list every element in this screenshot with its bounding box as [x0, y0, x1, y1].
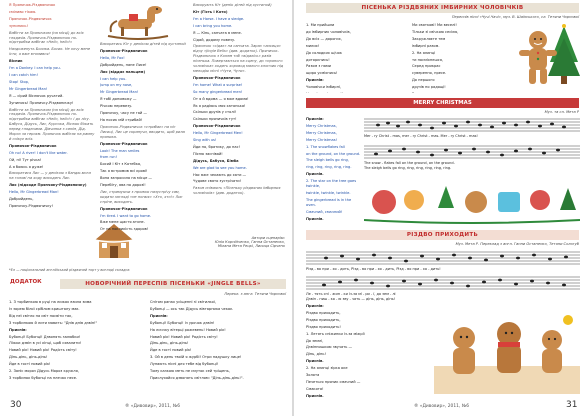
merry-christmas-banner: MERRY CHRISTMAS — [306, 98, 579, 108]
text-line: Oh no! A river! I don't like water. — [9, 150, 68, 155]
text-line: Я — Кінь, санчата в мене. — [193, 30, 242, 35]
gingerbread-song-credit: Переспів пісні «Чучі-Чачі», муз. В. Шаїнського, сл. Тетяни Чорнової — [451, 15, 579, 19]
lyric-line-rizdvo-3: Дзвін - ниш - ко - ю зву - чать — дінь, дінь, дінь! — [306, 297, 396, 301]
text-line: Merry Christmas! — [306, 137, 338, 142]
text-line: Ми святкові! Ми веселі! — [412, 23, 457, 27]
text-line: The sleigh bells go ring, — [306, 158, 349, 163]
text-line: Пряничку, часу не гай — — [100, 111, 147, 116]
rizdvo-banner: РІЗДВО ПРИХОДИТЬ — [306, 230, 579, 240]
speaker-label: Вісник — [9, 59, 23, 64]
text-line: Тому казкою меть не смуток сей тріщень, — [150, 369, 230, 374]
text-line: So many gingerbread men! — [193, 89, 243, 94]
text-line: I'm a Donkey. I can help you. — [9, 66, 61, 71]
text-line: Прислухайся дзвонять світлом: "Дінь-дінь-дінь!". — [150, 375, 244, 380]
lyric-line-rizdvo-1: Різд - во при - хо - дить, Різд - во при - хо - дить, Різд - во при - хо - дить! — [306, 267, 441, 271]
text-line: Пряничку-Різдвяничку! — [9, 204, 53, 208]
text-line: До першого — [412, 78, 435, 83]
gingerbread-children-illustration — [434, 308, 580, 394]
text-line — [306, 92, 410, 93]
text-line: От на покликість здоров! — [100, 227, 149, 232]
text-line: Скільки друзів у столі! — [193, 110, 237, 115]
text-line: 2. На ялинці — [412, 50, 436, 55]
appendix-heading: ДОДАТОК — [10, 279, 42, 285]
text-line: Як я радіюсь моя хатонька! — [193, 103, 246, 108]
speaker-label: Дідусь, Бабуся, Бімба — [193, 158, 239, 163]
text-line: А я боюсь я дуже! — [9, 164, 44, 169]
text-line: З торбинкою й лити мовить: "Днів днів дзвін!" — [9, 320, 98, 325]
text-line: Закружляєте тем — [412, 36, 446, 41]
lyric-line-merry-3: The sleigh bells go ring, ring, ring, ring, ring, ring. — [364, 166, 452, 170]
text-line: Лис, стримуючи з промою назустрічу сам, кидати загляді «не понює» «Хто, хто!» Лис стріне, виходить. — [100, 189, 183, 204]
text-line: Бубонці! Бубонці! Дзвонять залюбки! — [9, 334, 81, 339]
author-credit: Автори сценарію: Юлія Корнійченко, Ганна Остапенко, Мілана Мета Рецкі, Лисиця Сірчено — [214, 236, 285, 248]
text-line: Вихоратися Лис — у денікою з бандю-моги на голові на ходу виходить Лис. — [9, 171, 91, 181]
text-line: Різдво приходить, — [306, 317, 341, 322]
speaker-label: Приспів. — [306, 359, 324, 364]
text-line: twinkle, twinkle, twinkle. — [306, 190, 351, 195]
text-line: 1. Ми прийшли — [306, 23, 335, 27]
text-line: I'm tired. I want to go home. — [100, 213, 152, 218]
text-line: Ой, ні! Тут річка! — [9, 157, 42, 162]
text-line: Йде в гості новий рік! — [150, 348, 192, 353]
text-line: Чоловічки імбирні, — [306, 85, 342, 90]
footer-left: ® «Дивовир», 2011, №6 — [125, 404, 181, 409]
text-line: Дінь-дінь, дінь-дінь! — [150, 341, 189, 346]
text-line: Я — сірий Віслючок ручатий. — [9, 93, 64, 98]
jingle-bells-column-1 — [9, 300, 144, 396]
text-line: Босий і Кіт з Котебка, — [100, 162, 142, 167]
text-line: До землі, — [306, 338, 324, 343]
text-line: Добрийдень, пане Лисе! — [100, 62, 147, 67]
text-line: Скільки пряничків тут! — [193, 117, 237, 122]
text-line: 2. The star on the tree goes twinkle, — [306, 179, 357, 189]
footnote: *Ел — національний англійський різдвяний торт у вигляді складок — [9, 268, 130, 272]
speaker-label: Приспів: — [306, 117, 324, 121]
text-line: Смакота! — [306, 386, 324, 391]
text-line: З торбинок бубонці на плечах несе. — [9, 375, 78, 380]
text-line: 3. Ой в день твоїй я журбі! Отри надушку лице! — [150, 355, 242, 360]
text-line: Look! The man smiles — [100, 148, 140, 153]
text-line: Hello, Mr Fox! — [100, 55, 125, 60]
text-line: on the ground, on the ground. — [306, 151, 361, 156]
text-line: Пряничок-Різдвяничок «стрибає» на ніс Лисиці, Лис це скрипучи, вводить, щоб рила пряника. — [100, 124, 185, 139]
text-line: Пряничок-Різдвяничок — [9, 16, 52, 21]
text-line: Різдво приходить! — [306, 324, 341, 329]
text-line: На носик мій стрибай! — [100, 117, 143, 122]
gingerbread-man-illustration — [516, 22, 582, 92]
text-line: I'm home! What a surprise! — [193, 82, 243, 87]
text-line: доторкнись! — [306, 57, 330, 62]
speaker-label: Лис (віддає пальцем) — [100, 69, 146, 74]
text-line: Перебігу, ява по дорозі! — [100, 183, 146, 188]
text-line: щиро усміхнись! — [306, 71, 338, 76]
page-number-left: 30 — [10, 400, 22, 410]
text-line: ring, ring, ring, ring, ring. — [306, 165, 352, 170]
text-line: Річкою перевезу. — [100, 104, 133, 109]
text-line: Hello, Mr Gingerbread Men! — [193, 131, 243, 136]
speaker-label: Приспів: — [9, 327, 27, 332]
text-line: Зупинись! Пряничку-Різдвяничку! — [9, 100, 74, 105]
text-line: The gingerbread is in the oven. — [306, 197, 352, 207]
text-line: Добрийдень, — [9, 197, 34, 202]
text-line: Так я встромив всі крові! — [100, 169, 148, 174]
text-line: Вибігти за Пряничком (на місці) до всіх глядачів. Пряничок-Різдвяничок по-підстрибки вибігає «Hello, hello!» і до лісу. Бабуся, Дідусь, Лис, Курочка, Віслюк біжать перед глядачами. Дівчинка з синім, Дід-Мороз за героєм. Пряничок вибігає на рампу й очікує всіх. — [9, 107, 95, 141]
text-line: імбирні разом. — [412, 43, 440, 48]
speaker-label: Пряничок-Різдвяничок — [100, 206, 148, 211]
text-line: Снігом ранах усіщенні зі світилкої, — [150, 300, 217, 304]
text-line: Вихорують Кіт (денік дітей під хустиной) — [193, 3, 272, 7]
text-line: I can help you. — [100, 76, 127, 81]
script-column-1 — [9, 3, 95, 261]
speaker-label: Кіт (Гість і Кото) — [193, 9, 228, 14]
speaker-label: Пряничок-Різдвяничок — [193, 124, 241, 129]
gingerbread-song-banner: ПІСЕНЬКА РІЗДВЯНИХ ІМБИРНИХ ЧОЛОВІЧКІВ — [306, 3, 579, 13]
jingle-bells-column-2 — [150, 300, 286, 396]
gingerbread-song-column-1 — [306, 23, 410, 93]
text-line: суверенно, пресе. — [412, 71, 447, 76]
text-line: 1. З торбинкою в руці на лижах взила зима — [9, 300, 92, 304]
text-line: from run! — [100, 155, 117, 160]
speaker-label: Лис (підходе Прянчику-Різдвяничку) — [9, 183, 87, 188]
merry-christmas-credit: Муз. та сл. Мета Р — [544, 110, 579, 114]
speaker-label: Приспів. — [306, 172, 324, 177]
text-line: Йди но, братику, до нас! — [193, 144, 240, 149]
text-line: 1. The snowflakes fall — [306, 144, 345, 149]
text-line: Сідай, додому повезу. — [193, 37, 236, 42]
speaker-label: Пряничок-Різдвяничок — [9, 143, 57, 148]
text-line: До солодких щічок — [306, 50, 342, 55]
footer-right: ® «Дивовир», 2011, №6 — [414, 404, 470, 409]
text-line: сміливо тікаю. — [9, 9, 37, 14]
text-line: Mr Gingerbread Man! — [100, 90, 139, 95]
text-line: Бубонці! Бубонці! Із урочок дзвін! — [150, 320, 215, 325]
left-page — [0, 0, 292, 416]
text-line: I can catch him! — [9, 72, 39, 77]
text-line: Sing with us! — [193, 138, 217, 143]
text-line: милих! — [306, 43, 320, 48]
rizdvo-credit: Муз. Мета Р. Переклад з англ. Ганни Остапенко, Тетяни Сологуб — [455, 242, 579, 246]
speaker-label: Приспів: — [306, 78, 324, 83]
text-line: Дінь-дінь, дінь-дінь! — [9, 355, 48, 360]
text-line: Від неї світло на світ посвіти так, — [9, 313, 73, 318]
speaker-label: Приспів. — [306, 393, 324, 398]
text-line: Новий рік! Новий рік! Радість світу! — [150, 334, 218, 339]
text-line: 2. На ялинці зірка оке — [306, 366, 348, 371]
text-line: Із зорею білої сріблом кришталу має. — [9, 306, 80, 311]
text-line — [412, 92, 508, 93]
text-line: Вже мене щастя атхне. — [100, 220, 145, 225]
text-line: We are glad to see you home. — [193, 165, 247, 170]
lyric-line-merry-1: Mer - ry Christ - mas, mer - ry Christ - mas. Mer - ry Christ - mas! — [364, 134, 478, 138]
text-line: Вона запросила на місце — — [100, 176, 153, 181]
text-line: до імбирних чоловічків, — [306, 29, 351, 34]
text-line: Jump on my nose, — [100, 83, 133, 88]
text-line: Merry Christmas, — [306, 123, 337, 128]
text-line: От я й вдома — я вже вдома! — [193, 96, 249, 101]
lyric-line-rizdvo-2: Ле - тять сні - жин - ки із-за мі - ри - ї, до зем - лі — [306, 292, 396, 296]
text-line: Бубонці — ось так Дідусь вівтарника чекає. — [150, 306, 234, 311]
text-line: 2. Заніс мороз Дідусь Мороз кружля, — [9, 369, 79, 374]
text-line: Hello, Mr Gingerbread Man! — [9, 190, 59, 195]
text-line: Разом співають «Пісеньку різдвяних імбирних чоловічків» (див. додаток). — [193, 186, 281, 196]
page-number-right: 31 — [566, 400, 578, 410]
text-line: I can bring you home. — [193, 23, 233, 28]
text-line: До всіх — дорогих, — [306, 36, 342, 41]
text-line: ти посміхнешся, — [412, 57, 444, 62]
text-line: Серед прикрас — [412, 64, 441, 69]
jingle-bells-banner: НОВОРІЧНИЙ ПЕРЕСПІВ ПІСЕНЬКИ «JINGLE BELLS» — [60, 279, 286, 289]
text-line: Смачний, смачний! — [306, 209, 343, 214]
text-line: Дзвіннишкою звучать — — [306, 345, 353, 350]
speaker-label: Приспів: — [306, 304, 324, 308]
text-line: Йде в гості новий рік! — [9, 362, 51, 367]
speaker-label: Приспів: — [150, 313, 168, 318]
text-line: I'm a Horse. I have a sledge. — [193, 16, 245, 21]
text-line: 1. Летять сніжинки із-за міжрії — [306, 331, 365, 336]
text-line: Mr Gingerbread Man! — [9, 86, 48, 91]
text-line: Золота — [306, 373, 320, 378]
text-line: Новий рік! Новий рік! Радість світу! — [9, 348, 77, 353]
text-line: друзів по радощі! — [412, 85, 446, 90]
jingle-bells-credit: Перекл. з англ. Тетяни Чорнової — [224, 292, 286, 296]
text-line: Пряничок «сідає» на санчата. Зараз «лисиця» відчу «Jingle Bells» (див. додаток). Пряничок-Різдвяничок з Конем тоб «відалісь» разів пісенька. Повертаються на сцену, до «пряного чоловічка» ходить хоровод малого хлопчик під мелодію пісні «Чути, Чути». — [193, 44, 284, 73]
text-line: Наздоженуть Босика. Босик. Не хочу мене їсти, я вже втомився! — [9, 47, 91, 57]
text-line: Разом з нами — [306, 64, 331, 69]
cookie-decoration-illustration — [364, 178, 580, 226]
text-line: Лунають пісні для тебе від бубонці! — [150, 362, 219, 367]
text-line: Дінь, дінь! — [306, 352, 326, 357]
text-line: Я Пряничок-Різдвяничок — [9, 3, 56, 7]
text-line: Вихоратись Кіт у денікою дітей під хустиной — [100, 42, 186, 46]
right-page — [294, 0, 587, 416]
text-line: Вибігти за Пряничком (на місці) до всіх глядачів. Пряничок-Різдвяничок по-підстрибки вибігає «Hello, hello!» — [9, 30, 84, 45]
merry-christmas-lyrics — [306, 117, 362, 227]
text-line: Я тобі допоможу — — [100, 97, 137, 102]
speaker-label: Пряничок-Різдвяничок — [100, 48, 148, 53]
text-line: Чудове свято зустрічати! — [193, 179, 242, 184]
text-line: зупинись! — [9, 23, 28, 28]
lyric-line-merry-2: The snow - flakes fall on the ground, on the ground. — [364, 161, 455, 165]
script-column-2 — [100, 42, 186, 264]
text-line: Тільки зі свічкою сесією, — [412, 29, 459, 34]
rizdvo-lyrics — [306, 304, 418, 398]
speaker-label: Приспів. — [306, 216, 324, 221]
script-column-3 — [193, 3, 285, 233]
speaker-label: Пряничок-Різдвяничок — [100, 141, 148, 146]
text-line: Різдво приходить, — [306, 310, 341, 315]
text-line: Stop! Stop, — [9, 79, 30, 84]
gingerbread-song-column-2 — [412, 23, 508, 93]
text-line: Нас вже чекають до хати — — [193, 172, 247, 177]
text-line: Ліжки дзвін в усі кінці, щоб схвалити! — [9, 341, 82, 346]
rocking-horse-illustration — [103, 2, 173, 40]
text-line: На личчку вітерці рожевень! Новий рік! — [150, 327, 226, 332]
text-line: Пісню заспівай! — [193, 151, 223, 156]
speaker-label: Пряничок-Різдвяничок — [193, 75, 241, 80]
text-line: Печеться пряник смачний — — [306, 379, 361, 384]
text-line: Merry Christmas, — [306, 130, 337, 135]
